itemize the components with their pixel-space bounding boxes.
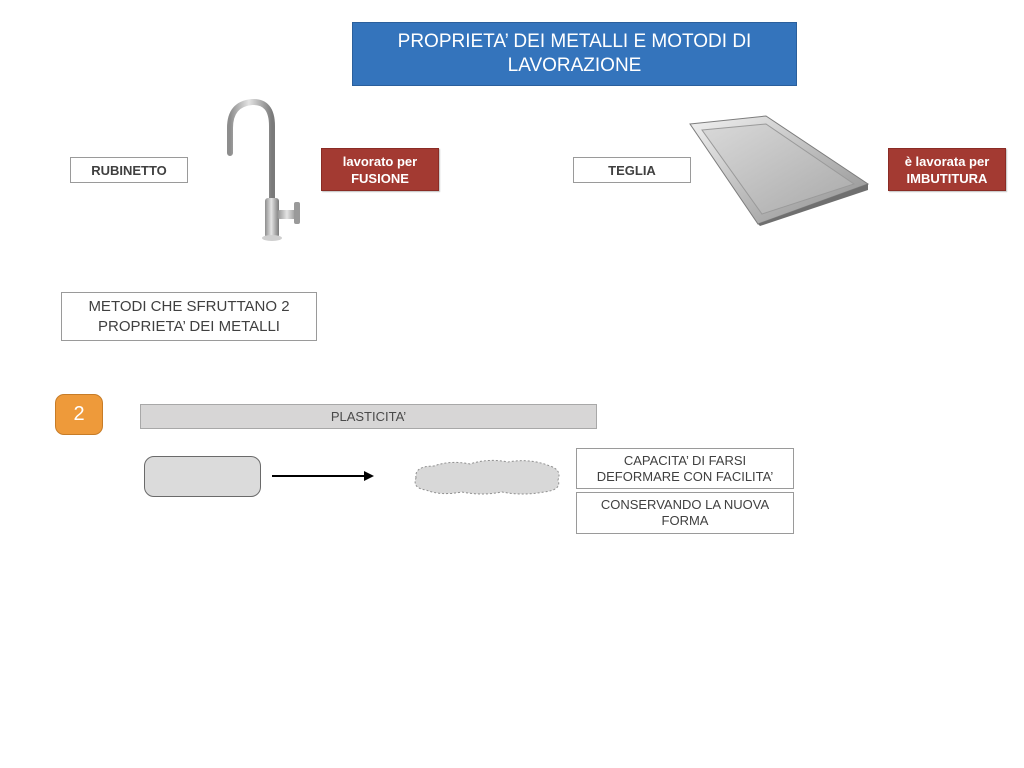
methods-label <box>61 292 317 341</box>
page-title-text: PROPRIETA’ DEI METALLI E MOTODI DI LAVORAZIONE <box>397 31 752 76</box>
process-badge-text: lavorato per FUSIONE <box>342 153 418 186</box>
original-shape <box>144 456 261 497</box>
item-label-rubinetto <box>70 157 188 183</box>
item-label-text: TEGLIA <box>608 162 656 178</box>
process-badge-imbutitura <box>888 148 1006 191</box>
page-title <box>352 22 797 86</box>
property-bar-text: PLASTICITA’ <box>330 409 407 424</box>
property-bar <box>140 404 597 429</box>
deformed-shape <box>410 454 564 498</box>
definition-box-1 <box>576 448 794 489</box>
process-badge-text: è lavorata per IMBUTITURA <box>904 153 990 186</box>
faucet-image <box>222 98 308 242</box>
definition-box-2 <box>576 492 794 534</box>
process-badge-fusione <box>321 148 439 191</box>
definition-text: CAPACITA’ DI FARSI DEFORMARE CON FACILITA’ <box>596 452 774 484</box>
baking-tray-image <box>686 114 870 226</box>
number-badge <box>55 394 103 435</box>
number-badge-text: 2 <box>73 403 85 425</box>
item-label-teglia <box>573 157 691 183</box>
methods-label-text: METODI CHE SFRUTTANO 2 PROPRIETA’ DEI METALLI <box>88 297 290 335</box>
item-label-text: RUBINETTO <box>91 162 167 178</box>
arrow-right-icon <box>270 468 378 484</box>
definition-text: CONSERVANDO LA NUOVA FORMA <box>600 497 770 528</box>
